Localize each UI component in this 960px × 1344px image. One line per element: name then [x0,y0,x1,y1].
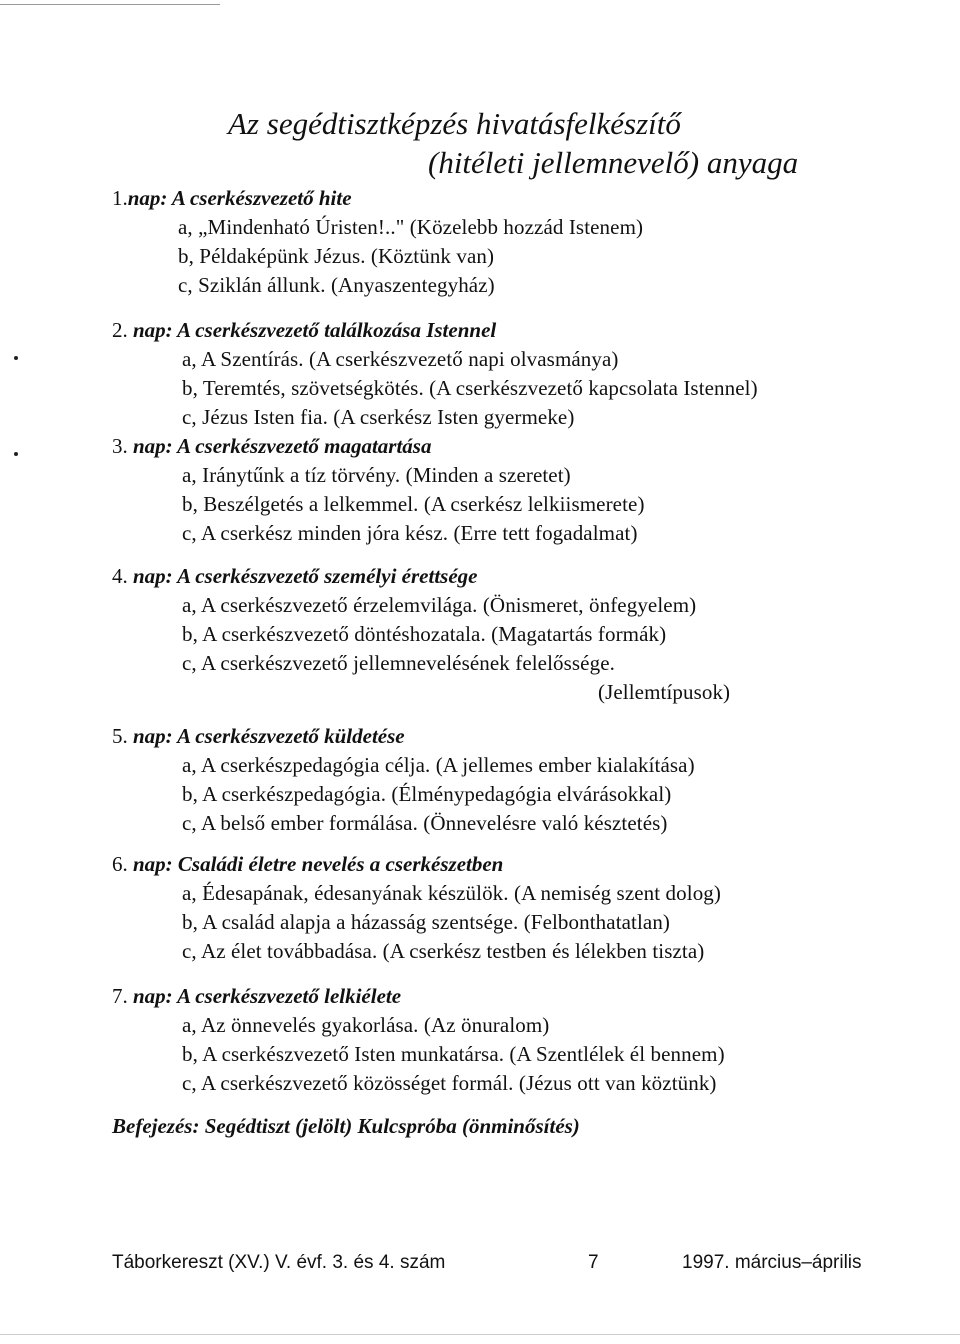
day-section-3 [112,432,645,548]
list-item: a, Édesapának, édesanyának készülök. (A nemiség szent dolog) [182,881,721,905]
list-item: b, A cserkészvezető döntéshozatala. (Magatartás formák) [182,622,667,646]
day-section-1 [112,184,643,300]
footer-date: 1997. március–április [682,1252,862,1273]
list-item: b, A cserkészpedagógia. (Élménypedagógia elvárásokkal) [182,782,672,806]
day-items [112,345,758,432]
day-heading: nap: A cserkészvezető találkozása Istennel [133,318,497,342]
day-number: 1. [112,186,128,210]
day-number: 6. [112,852,128,876]
scan-speck [14,452,18,456]
list-item-continuation: (Jellemtípusok) [598,680,731,704]
list-item: b, Teremtés, szövetségkötés. (A cserkészvezető kapcsolata Istennel) [182,376,758,400]
day-heading: nap: A cserkészvezető magatartása [133,434,432,458]
scan-artifact-line [0,4,220,5]
list-item: a, A cserkészpedagógia célja. (A jellemes ember kialakítása) [182,753,695,777]
footer-page-number: 7 [588,1252,599,1273]
conclusion-line: Befejezés: Segédtiszt (jelölt) Kulcspróba (önminősítés) [112,1114,580,1138]
day-items [112,1011,725,1098]
list-item: c, Az élet továbbadása. (A cserkész testben és lélekben tiszta) [182,939,705,963]
list-item: c, A belső ember formálása. (Önnevelésre való késztetés) [182,811,668,835]
day-items [112,751,695,838]
list-item: a, „Mindenható Úristen!.." (Közelebb hozzád Istenem) [178,215,644,239]
list-item: b, Példaképünk Jézus. (Köztünk van) [178,244,495,268]
day-number: 3. [112,434,128,458]
day-section-5 [112,722,695,838]
scan-artifact-line [0,1334,960,1335]
day-heading: nap: A cserkészvezető küldetése [133,724,405,748]
day-section-4 [112,562,730,707]
list-item: b, Beszélgetés a lelkemmel. (A cserkész lelkiismerete) [182,492,645,516]
scan-speck [14,356,18,360]
day-items [112,461,645,548]
list-item: a, A Szentírás. (A cserkészvezető napi olvasmánya) [182,347,619,371]
day-items [112,591,730,707]
list-item: c, A cserkészvezető jellemnevelésének felelőssége. [182,651,615,675]
list-item: c, A cserkészvezető közösséget formál. (Jézus ott van köztünk) [182,1071,717,1095]
list-item: c, A cserkész minden jóra kész. (Erre tett fogadalmat) [182,521,638,545]
day-heading: nap: A cserkészvezető személyi érettsége [133,564,478,588]
list-item: b, A család alapja a házasság szentsége. (Felbonthatatlan) [182,910,671,934]
day-section-2 [112,316,758,432]
day-number: 2. [112,318,128,342]
day-items [112,213,643,300]
document-title-line-1: Az segédtisztképzés hivatásfelkészítő [228,106,681,141]
day-heading: nap: Családi életre nevelés a cserkészetben [133,852,504,876]
list-item: a, Az önnevelés gyakorlása. (Az önuralom) [182,1013,550,1037]
footer-journal: Táborkereszt (XV.) V. évf. 3. és 4. szám [112,1252,446,1273]
day-heading: nap: A cserkészvezető lelkiélete [133,984,402,1008]
day-number: 4. [112,564,128,588]
list-item: b, A cserkészvezető Isten munkatársa. (A Szentlélek él bennem) [182,1042,725,1066]
day-number: 5. [112,724,128,748]
day-heading: nap: A cserkészvezető hite [127,186,352,210]
list-item: c, Sziklán állunk. (Anyaszentegyház) [178,273,495,297]
list-item: a, Iránytűnk a tíz törvény. (Minden a szeretet) [182,463,571,487]
list-item: a, A cserkészvezető érzelemvilága. (Önismeret, önfegyelem) [182,593,697,617]
list-item: c, Jézus Isten fia. (A cserkész Isten gyermeke) [182,405,575,429]
day-section-6 [112,850,721,966]
day-items [112,879,721,966]
day-section-7 [112,982,725,1098]
document-title-line-2: (hitéleti jellemnevelő) anyaga [428,145,799,180]
day-number: 7. [112,984,128,1008]
